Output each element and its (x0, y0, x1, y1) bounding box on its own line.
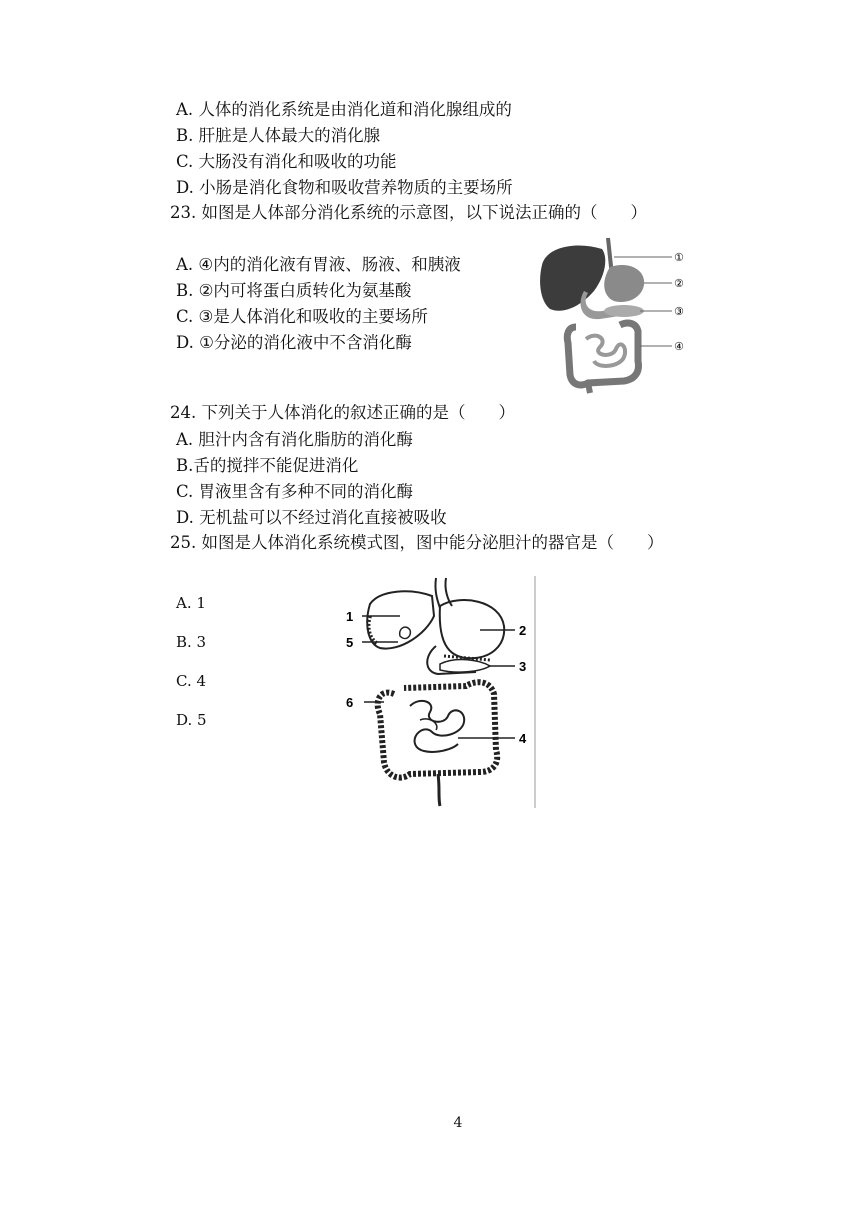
q23-label-3: ③ (674, 305, 684, 318)
q22-option-c: C. 大肠没有消化和吸收的功能 (176, 152, 397, 171)
q24-stem: 24. 下列关于人体消化的叙述正确的是（ ） (170, 403, 515, 422)
q23-stem: 23. 如图是人体部分消化系统的示意图，以下说法正确的（ ） (170, 203, 647, 222)
q25-option-c: C. 4 (176, 672, 207, 690)
q23-option-c: C. ③是人体消化和吸收的主要场所 (176, 307, 428, 326)
q23-liver (540, 246, 605, 311)
q25-label-1: 1 (346, 609, 354, 624)
q23-label-2: ② (674, 277, 684, 290)
q23-small-intestine (586, 336, 625, 366)
q25-pancreas (440, 660, 490, 673)
page-number: 4 (453, 1115, 463, 1131)
q22-option-b: B. 肝脏是人体最大的消化腺 (176, 126, 381, 145)
q25-stomach (440, 600, 504, 658)
q25-large-intestine (378, 682, 498, 777)
q25-option-a: A. 1 (176, 594, 206, 612)
q23-digestive-figure (536, 235, 696, 395)
q24-option-a: A. 胆汁内含有消化脂肪的消化酶 (176, 430, 413, 449)
q22-option-a: A. 人体的消化系统是由消化道和消化腺组成的 (176, 100, 512, 119)
q25-option-b: B. 3 (176, 633, 207, 651)
q23-option-a: A. ④内的消化液有胃液、肠液、和胰液 (176, 255, 461, 274)
q23-option-d: D. ①分泌的消化液中不含消化酶 (176, 333, 412, 352)
q25-option-d: D. 5 (176, 711, 207, 729)
q24-option-d: D. 无机盐可以不经过消化直接被吸收 (176, 508, 447, 527)
q25-liver (367, 591, 434, 648)
q24-option-c: C. 胃液里含有多种不同的消化酶 (176, 482, 414, 501)
q23-label-1: ① (674, 251, 684, 264)
q25-label-4: 4 (519, 731, 527, 746)
q23-option-b: B. ②内可将蛋白质转化为氨基酸 (176, 281, 412, 300)
q23-stomach (604, 265, 644, 302)
q25-label-5: 5 (346, 635, 354, 650)
q25-label-3: 3 (519, 659, 527, 674)
q25-digestive-figure (340, 576, 540, 810)
q23-pancreas (604, 305, 644, 317)
q25-rectum (438, 774, 440, 806)
q25-label-6: 6 (346, 695, 354, 710)
q25-gallbladder (400, 627, 411, 638)
q25-label-2: 2 (519, 623, 527, 638)
q24-option-b: B.舌的搅拌不能促进消化 (176, 456, 359, 475)
q23-label-4: ④ (674, 340, 684, 353)
q22-option-d: D. 小肠是消化食物和吸收营养物质的主要场所 (176, 178, 513, 197)
q25-stem: 25. 如图是人体消化系统模式图，图中能分泌胆汁的器官是（ ） (170, 533, 664, 552)
